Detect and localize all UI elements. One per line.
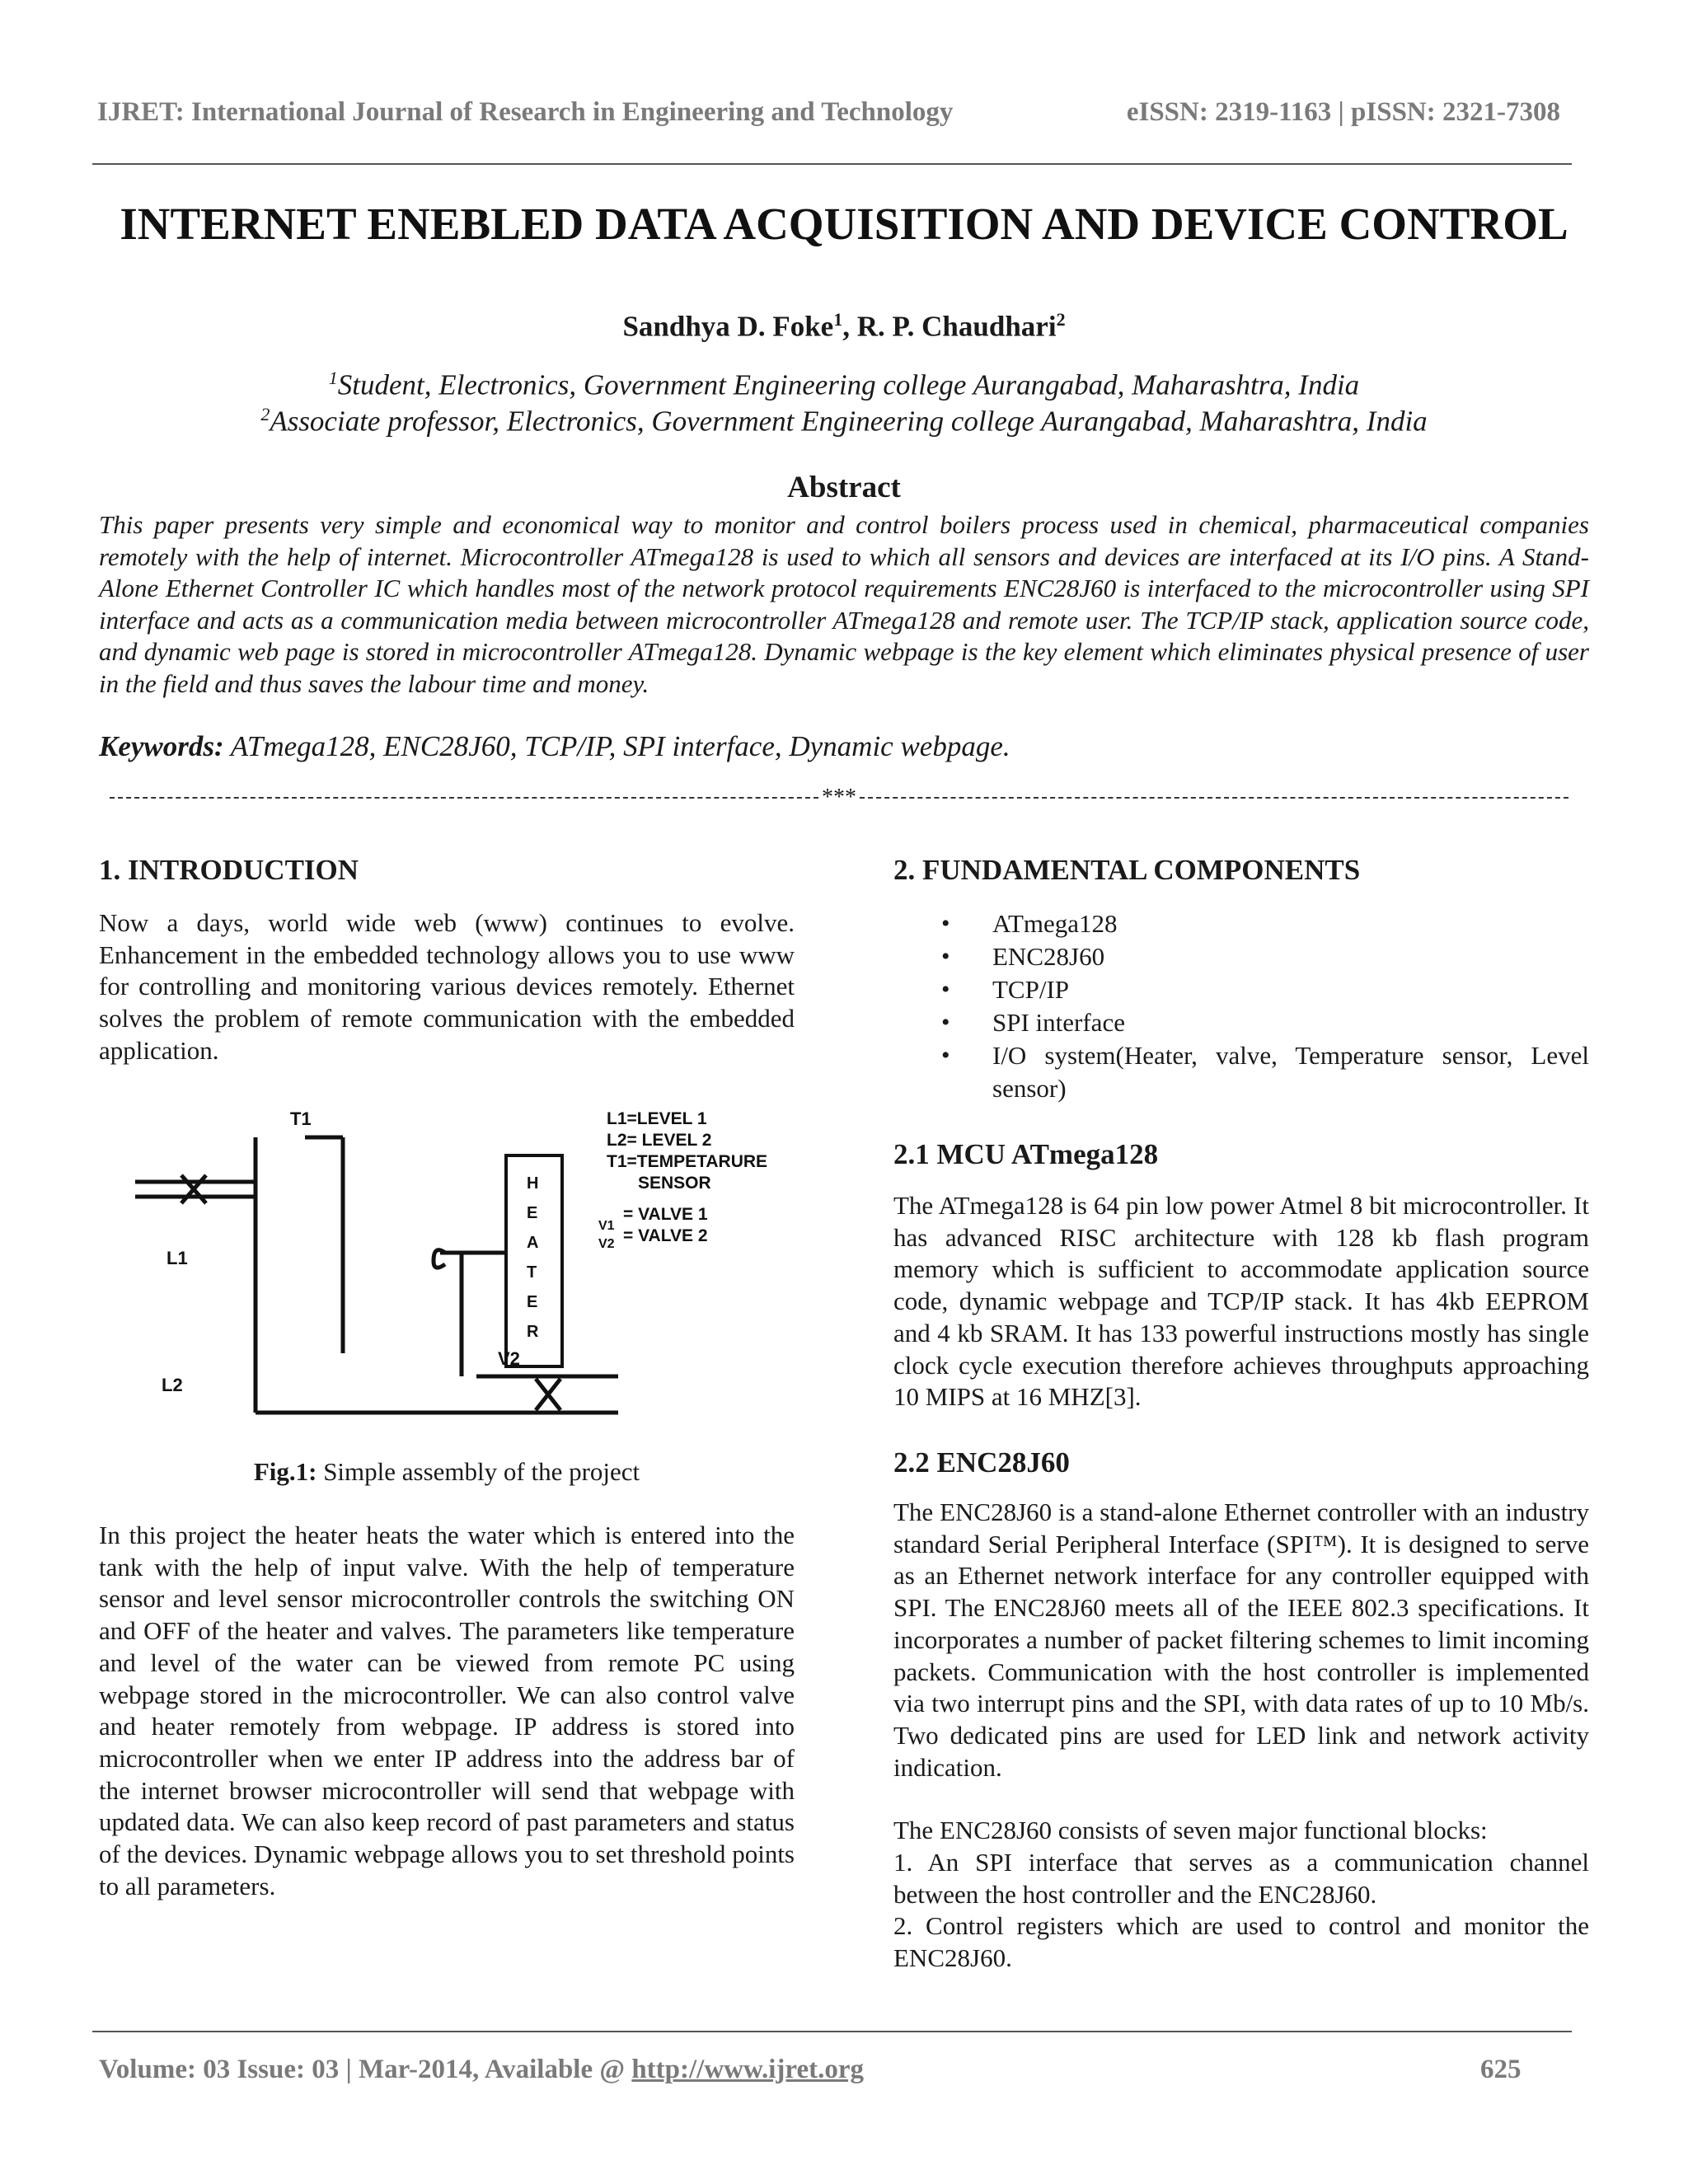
figure-caption-label: Fig.1:: [253, 1457, 317, 1486]
list-item: • ATmega128: [893, 907, 1589, 940]
heater-letter-r: R: [527, 1323, 539, 1341]
keywords: [99, 730, 1589, 763]
paper-title: INTERNET ENEBLED DATA ACQUISITION AND DEVICE CONTROL: [120, 199, 1568, 249]
intro-paragraph-1: Now a days, world wide web (www) continues to evolve. Enhancement in the embedded technology allows you to use www for controlling and monitoring various devices remotely. Ethernet solves the problem of remote communication with the embedded application.: [99, 908, 795, 1065]
legend-v2-label: V2: [598, 1237, 615, 1251]
separator-line-left: [110, 797, 818, 799]
legend-v2: = VALVE 2: [623, 1226, 708, 1245]
footer-volume-text: Volume: 03 Issue: 03 | Mar-2014, Available @: [99, 2055, 632, 2084]
figure-1-caption: [99, 1457, 795, 1487]
author-1-sup: 1: [833, 309, 843, 330]
legend-v1: = VALVE 1: [623, 1205, 708, 1224]
keywords-label: Keywords:: [99, 730, 224, 762]
valve-v2-symbol: [536, 1379, 560, 1410]
journal-name: IJRET: International Journal of Research in Engineering and Technology: [97, 97, 954, 127]
author-1: Sandhya D. Foke: [622, 310, 834, 343]
heater-letter-a: A: [527, 1234, 539, 1252]
page-number: 625: [1480, 2055, 1522, 2084]
list-item: • I/O system(Heater, valve, Temperature sensor, Level sensor): [893, 1039, 1589, 1105]
separator-line-right: [860, 797, 1568, 799]
issn-info: eISSN: 2319-1163 | pISSN: 2321-7308: [1126, 97, 1560, 127]
author-2: R. P. Chaudhari: [856, 310, 1057, 343]
footer-volume: [99, 2055, 864, 2085]
enc-block-2: 2. Control registers which are used to control and monitor the ENC28J60.: [893, 1911, 1589, 1973]
affiliation-2: [0, 404, 1688, 438]
fundamentals-heading: 2. FUNDAMENTAL COMPONENTS: [893, 854, 1361, 886]
abstract-text: This paper presents very simple and economical way to monitor and control boilers process used in chemical, pharmaceutical companies remotely with the help of internet. Microcontroller ATmega128 is used to which all sensors and devices are interfaced at its I/O pins. A Stand-Alone Ethernet Controller IC which handles most of the network protocol requirements ENC28J60 is interfaced to the microcontroller using SPI interface and acts as a communication media between microcontroller ATmega128 and remote user. The TCP/IP stack, application source code, and dynamic web page is stored in microcontroller ATmega128. Dynamic webpage is the key element which eliminates physical presence of user in the field and thus saves the labour time and money.: [99, 510, 1589, 698]
abstract-heading: Abstract: [787, 471, 901, 504]
section-separator: [97, 783, 1581, 808]
separator-stars: ***: [822, 784, 856, 808]
intro-paragraph-2: In this project the heater heats the water which is entered into the tank with the help of input valve. With the help of temperature sensor and level sensor microcontroller controls the switching ON and OFF of the heater and valves. The parameters like temperature and level of the water can be viewed from remote PC using webpage stored in the microcontroller. We can also control valve and heater remotely from webpage. IP address is stored into microcontroller when we enter IP address into the address bar of the internet browser microcontroller will send that webpage with updated data. We can also keep record of past parameters and status of the devices. Dynamic webpage allows you to set threshold points to all parameters.: [99, 1521, 795, 1900]
heater-coil: [434, 1250, 445, 1268]
enc-paragraph-1: The ENC28J60 is a stand-alone Ethernet controller with an industry standard Serial Peripheral Interface (SPI™). It is designed to serve as an Ethernet network interface for any controller equipped with SPI. The ENC28J60 meets all of the IEEE 802.3 specifications. It incorporates a number of packet filtering schemes to limit incoming packets. Communication with the host controller is implemented via two interrupt pins and the SPI, with data rates of up to 10 Mb/s. Two dedicated pins are used for LED link and network activity indication.: [893, 1497, 1589, 1782]
affiliation-2-text: Associate professor, Electronics, Government Engineering college Aurangabad, Maharashtra, India: [270, 405, 1428, 438]
header-rule: [92, 163, 1572, 165]
affiliation-1-sup: 1: [328, 368, 338, 388]
legend-l1: L1=LEVEL 1: [607, 1109, 707, 1128]
heater-letter-h: H: [527, 1174, 539, 1193]
label-l2: L2: [162, 1375, 183, 1395]
enc-block-1: 1. An SPI interface that serves as a communication channel between the host controller and the ENC28J60.: [893, 1848, 1589, 1909]
enc-body: [893, 1497, 1589, 1975]
valve-v1-symbol: [181, 1175, 206, 1203]
list-item: • SPI interface: [893, 1006, 1589, 1039]
author-separator: ,: [842, 310, 857, 343]
authors: [0, 309, 1688, 344]
legend-t1: T1=TEMPETARURE: [607, 1152, 768, 1171]
legend-l2: L2= LEVEL 2: [607, 1131, 712, 1150]
mcu-text: The ATmega128 is 64 pin low power Atmel 8 bit microcontroller. It has advanced RISC architecture with 128 kb flash program memory which is sufficient to accommodate application source code, dynamic webpage and TCP/IP stack. It has 4kb EEPROM and 4 kb SRAM. It has 133 powerful instructions mostly has single clock cycle execution therefore achieves throughputs approaching 10 MIPS at 16 MHZ[3].: [893, 1191, 1589, 1412]
label-l1: L1: [166, 1248, 188, 1268]
heater-letter-e1: E: [527, 1204, 538, 1222]
keywords-text: ATmega128, ENC28J60, TCP/IP, SPI interface, Dynamic webpage.: [223, 730, 1010, 762]
footer-rule: [92, 2031, 1572, 2032]
intro-heading: 1. INTRODUCTION: [99, 854, 359, 886]
legend-v1-label: V1: [598, 1219, 615, 1233]
heater-letter-t: T: [527, 1263, 537, 1282]
journal-link[interactable]: http://www.ijret.org: [631, 2055, 864, 2084]
figure-1-diagram: [99, 1096, 795, 1426]
heater-letter-e2: E: [527, 1293, 538, 1311]
fundamentals-list: [893, 907, 1589, 1105]
legend-sensor: SENSOR: [638, 1174, 711, 1193]
enc-heading: 2.2 ENC28J60: [893, 1446, 1070, 1479]
affiliation-2-sup: 2: [260, 404, 270, 424]
figure-caption-text: Simple assembly of the project: [316, 1457, 640, 1486]
list-item: • ENC28J60: [893, 940, 1589, 973]
mcu-heading: 2.1 MCU ATmega128: [893, 1138, 1159, 1170]
affiliation-1: [0, 368, 1688, 402]
list-item: • TCP/IP: [893, 973, 1589, 1006]
label-v2: V2: [498, 1348, 520, 1369]
enc-paragraph-2: The ENC28J60 consists of seven major functional blocks:: [893, 1816, 1488, 1845]
author-2-sup: 2: [1056, 309, 1066, 330]
affiliation-1-text: Student, Electronics, Government Engineering college Aurangabad, Maharashtra, India: [337, 368, 1360, 401]
label-t1: T1: [290, 1108, 312, 1129]
